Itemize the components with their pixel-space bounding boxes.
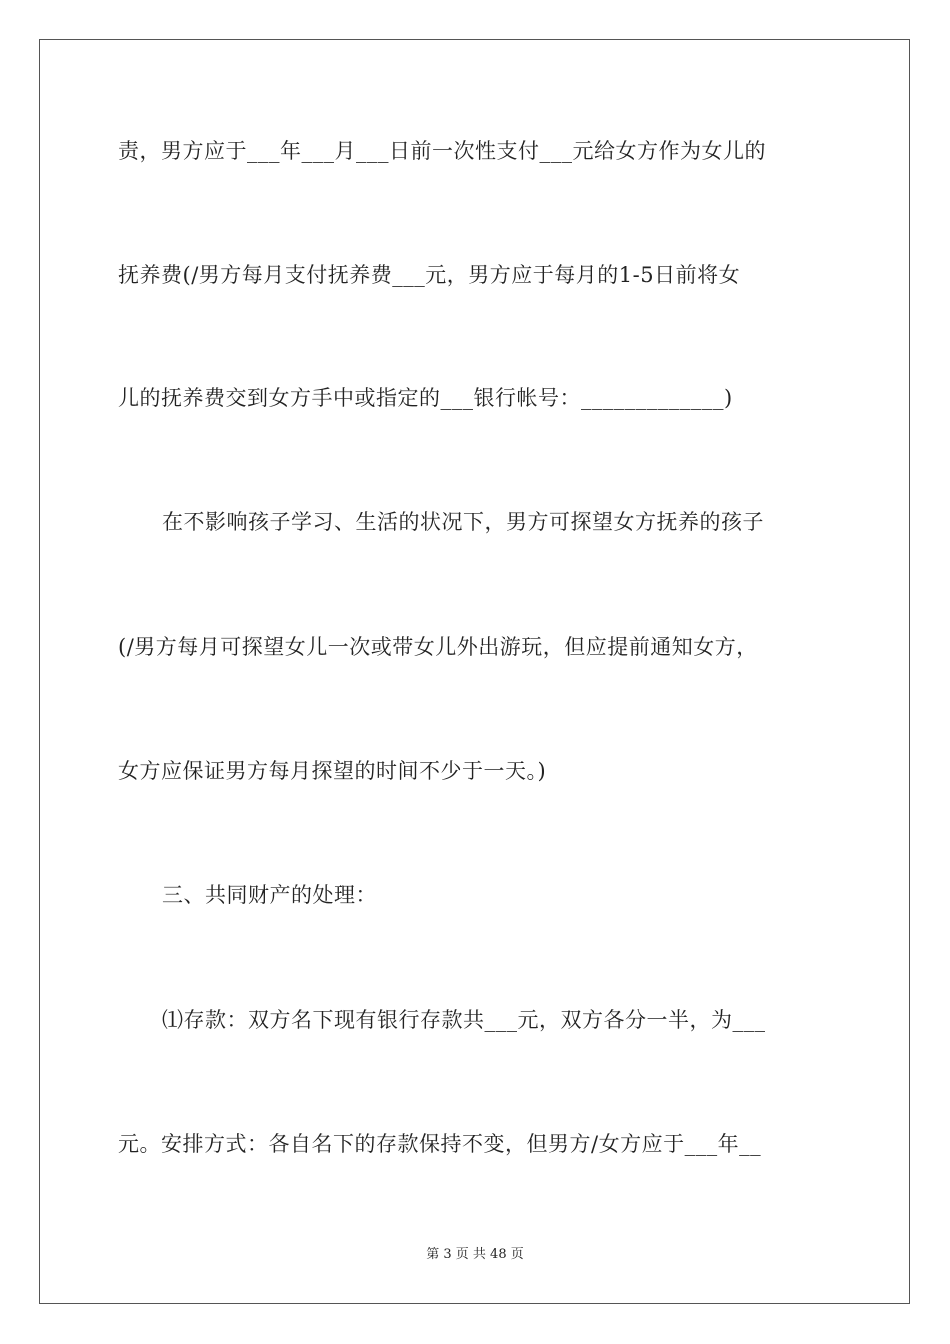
- paragraph-line-5: (/男方每月可探望女儿一次或带女儿外出游玩，但应提前通知女方，: [118, 635, 758, 659]
- paragraph-line-4: 在不影响孩子学习、生活的状况下，男方可探望女方抚养的孩子: [162, 510, 764, 534]
- paragraph-line-8: ⑴存款：双方名下现有银行存款共___元，双方各分一半，为___: [162, 1008, 766, 1032]
- page-border: [39, 39, 910, 1304]
- paragraph-line-9: 元。安排方式：各自名下的存款保持不变，但男方/女方应于___年__: [118, 1132, 762, 1156]
- paragraph-line-3: 儿的抚养费交到女方手中或指定的___银行帐号：_____________): [118, 386, 733, 410]
- paragraph-line-1: 责，男方应于___年___月___日前一次性支付___元给女方作为女儿的: [118, 139, 766, 163]
- page-number-footer: 第 3 页 共 48 页: [426, 1247, 524, 1262]
- paragraph-line-2: 抚养费(/男方每月支付抚养费___元，男方应于每月的1-5日前将女: [118, 263, 741, 287]
- section-heading: 三、共同财产的处理：: [162, 883, 377, 907]
- paragraph-line-6: 女方应保证男方每月探望的时间不少于一天。): [118, 759, 547, 783]
